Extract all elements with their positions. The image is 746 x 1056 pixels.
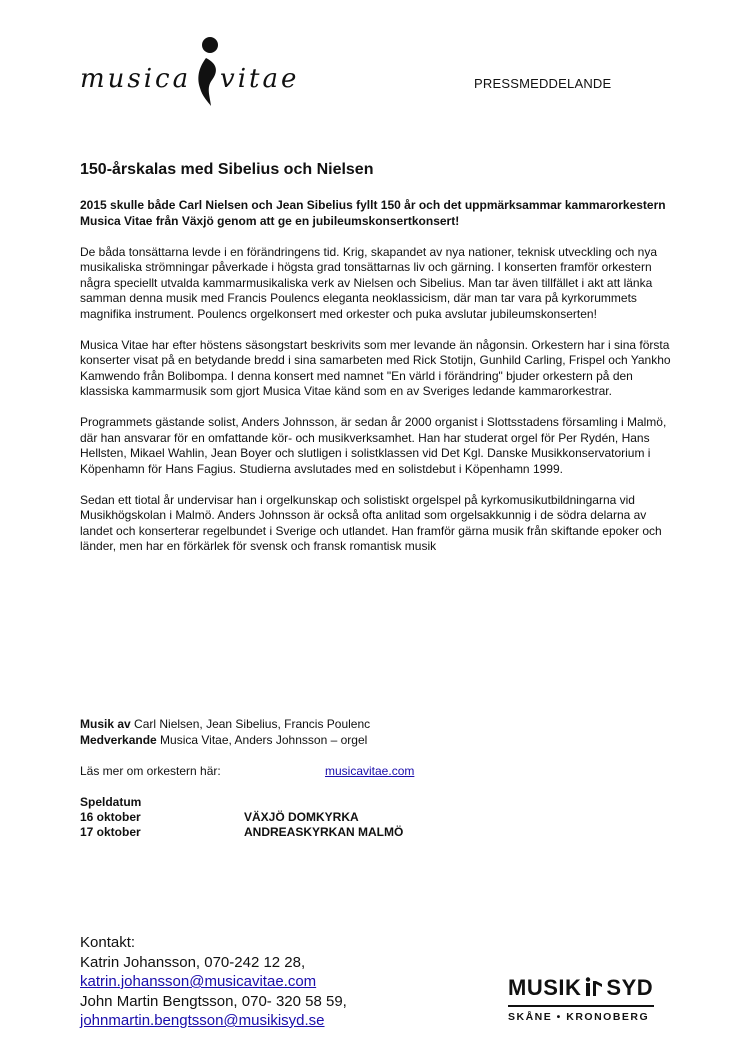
- venue: ANDREASKYRKAN MALMÖ: [244, 825, 404, 839]
- contact-person: Katrin Johansson, 070-242 12 28,: [80, 953, 306, 971]
- orchestra-website-link[interactable]: musicavitae.com: [325, 764, 415, 778]
- composers-value: Carl Nielsen, Jean Sibelius, Francis Poulenc: [134, 717, 371, 731]
- logo-word-syd: SYD: [606, 975, 654, 1000]
- body-paragraph: Programmets gästande solist, Anders Johnsson, är sedan år 2000 organist i Slottsstadens församling i Malmö, där han ansvarar för en omfattande kör- och musikverksamhet. Han har studerat orgel för Per Rydén, Hans Hellsten, Mikael Wahlin, Jean Boyer och slutligen i solistklassen vid Det Kgl. Danske Musikkonservatorium i Köpenhamn för Hans Fagius. Studierna avslutades med en solistdebut i Köpenhamn 1999.: [80, 415, 667, 476]
- date-row: [80, 825, 480, 840]
- composers-label: Musik av: [80, 717, 131, 731]
- contact-block: [80, 933, 347, 1031]
- body-paragraph: Musica Vitae har efter höstens säsongstart beskrivits som mer levande än någonsin. Orkestern har i sina första konserter visat på en betydande bredd i sina samarbeten med Rick Stotijn, Gunhild Carling, Frispel och Yankho Kamwendo från Bolibompa. I denna konsert med namnet "En värld i förändring" bjuder orkestern på den klassiska kammarmusik som gjort Musica Vitae känd som en av Sveriges ledande kammarorkestrar.: [80, 337, 671, 398]
- venue: VÄXJÖ DOMKYRKA: [244, 810, 359, 824]
- logo-word-vitae: vitae: [220, 64, 300, 94]
- contact-person: John Martin Bengtsson, 070- 320 58 59,: [80, 992, 347, 1010]
- contact-email-link[interactable]: katrin.johansson@musicavitae.com: [80, 973, 317, 990]
- musica-vitae-logo: [80, 36, 320, 106]
- read-more-line: [80, 764, 480, 780]
- performers-line: [80, 733, 370, 749]
- i-note-icon: [585, 977, 603, 999]
- musik-i-syd-logo: [508, 975, 656, 1027]
- logo-region: SKÅNE • KRONOBERG: [508, 1011, 650, 1023]
- dates-heading: Speldatum: [80, 795, 142, 809]
- logo-divider: [508, 1005, 654, 1007]
- body-paragraph: De båda tonsättarna levde i en förändringens tid. Krig, skapandet av nya nationer, teknisk utveckling och nya musikaliska strömningar påverkade i högsta grad tonsättarnas liv och gärning. I konserten framför orkestern några speciellt utvalda kammarmusikaliska verk av Nielsen och Sibelius. Man tar även tillfället i akt att länka samman denna musik med Francis Poulencs eleganta neoklassicism, där man tar vara på kyrkorummets magnifika instrument. Poulencs orgelkonsert med orkester och puka avslutar jubileumskonserten!: [80, 244, 658, 321]
- performance-dates: [80, 795, 480, 840]
- performers-label: Medverkande: [80, 732, 157, 747]
- body-paragraph: Sedan ett tiotal år undervisar han i orgelkunskap och solistiskt orgelspel på kyrkomusikutbildningarna vid Musikhögskolan i Malmö. Anders Johnsson är också ofta anlitad som orgelsakkunnig i de södra delarna av landet och konserterar regelbundet i Sverige och utlandet. Han framför gärna musik från skiftande epoker och länder, men har en förkärlek för svensk och fransk romantisk musik: [80, 492, 662, 553]
- lead-paragraph: 2015 skulle både Carl Nielsen och Jean Sibelius fyllt 150 år och det uppmärksammar kammarorkestern Musica Vitae från Växjö genom att ge en jubileumskonsertkonsert!: [80, 198, 666, 228]
- logo-word-musica: musica: [80, 64, 192, 94]
- page-title: 150-årskalas med Sibelius och Nielsen: [80, 161, 374, 178]
- credits-block: [80, 717, 370, 748]
- performers-value: Musica Vitae, Anders Johnsson – orgel: [160, 732, 368, 747]
- composers-line: [80, 717, 370, 733]
- date-row: [80, 810, 480, 825]
- contact-email-link[interactable]: johnmartin.bengtsson@musikisyd.se: [80, 1012, 325, 1029]
- contact-heading: Kontakt:: [80, 934, 136, 951]
- document-type-label: PRESSMEDDELANDE: [474, 76, 612, 91]
- date: 17 oktober: [80, 825, 141, 839]
- read-more-label: Läs mer om orkestern här:: [80, 764, 221, 778]
- date: 16 oktober: [80, 810, 141, 824]
- article-body: [80, 198, 680, 570]
- logo-word-musik: MUSIK: [508, 975, 582, 1000]
